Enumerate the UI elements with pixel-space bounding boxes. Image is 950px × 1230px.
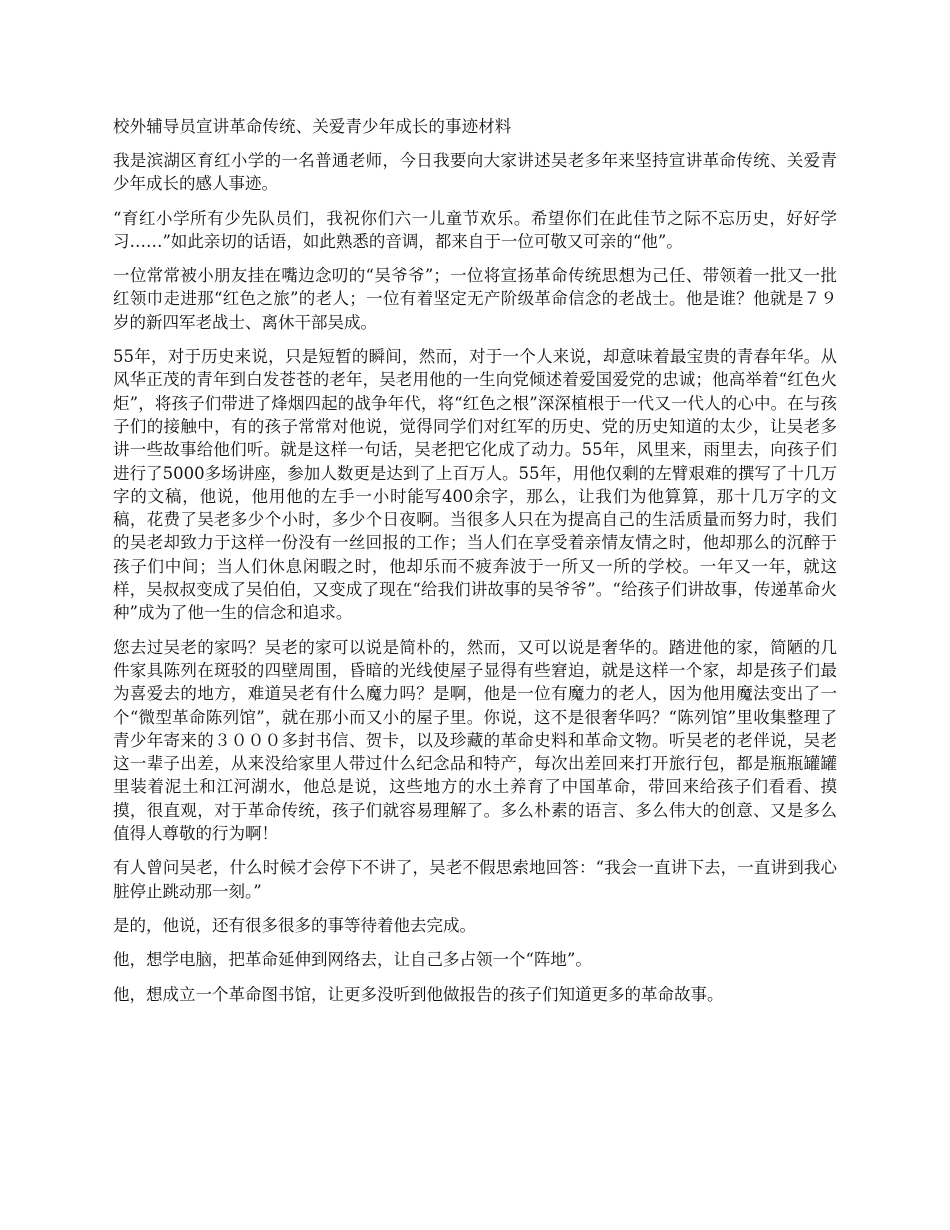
paragraph-greeting-quote: “育红小学所有少先队员们，我祝你们六一儿童节欢乐。希望你们在此佳节之际不忘历史，好好学习……”如此亲切的话语，如此熟悉的音调，都来自于一位可敬又可亲的“他”。	[113, 208, 837, 251]
paragraph-55-years: 55年，对于历史来说，只是短暂的瞬间，然而，对于一个人来说，却意味着最宝贵的青春年华。从风华正茂的青年到白发苍苍的老年，吴老用他的一生向党倾述着爱国爱党的忠诚；他高举着“红色火炬”，将孩子们带进了烽烟四起的战争年代，将“红色之根”深深植根于一代又一代人的心中。在与孩子们的接触中，有的孩子常常对他说，觉得同学们对红军的历史、党的历史知道的太少，让吴老多讲一些故事给他们听。就是这样一句话，吴老把它化成了动力。55年，风里来，雨里去，向孩子们进行了5000多场讲座，参加人数更是达到了上百万人。55年，用他仅剩的左臂艰难的撰写了十几万字的文稿，他说，他用他的左手一小时能写400余字，那么，让我们为他算算，那十几万字的文稿，花费了吴老多少个小时，多少个日夜啊。当很多人只在为提高自己的生活质量而努力时，我们的吴老却致力于这样一份没有一丝回报的工作；当人们在享受着亲情友情之时，他却那么的沉醉于孩子们中间；当人们休息闲暇之时，他却乐而不疲奔波于一所又一所的学校。一年又一年，就这样，吴叔叔变成了吴伯伯，又变成了现在“给我们讲故事的吴爷爷”。“给孩子们讲故事，传递革命火种”成为了他一生的信念和追求。	[113, 347, 837, 623]
document-page	[113, 116, 837, 1017]
paragraph-learn-computer: 他，想学电脑，把革命延伸到网络去，让自己多占领一个“阵地”。	[113, 950, 592, 970]
paragraph-when-stop: 有人曾问吴老，什么时候才会停下不讲了，吴老不假思索地回答：“我会一直讲下去，一直讲到我心脏停止跳动那一刻。”	[113, 858, 837, 901]
paragraph-his-home: 您去过吴老的家吗？吴老的家可以说是简朴的，然而，又可以说是奢华的。踏进他的家，简陋的几件家具陈列在斑驳的四壁周围，昏暗的光线使屋子显得有些窘迫，就是这样一个家，却是孩子们最为喜爱去的地方，难道吴老有什么魔力吗？是啊，他是一位有魔力的老人，因为他用魔法变出了一个“微型革命陈列馆”，就在那小而又小的屋子里。你说，这不是很奢华吗？“陈列馆”里收集整理了青少年寄来的３０００多封书信、贺卡，以及珍藏的革命史料和革命文物。听吴老的老伴说，吴老这一辈子出差，从来没给家里人带过什么纪念品和特产，每次出差回来打开旅行包，都是瓶瓶罐罐里装着泥土和江河湖水，他总是说，这些地方的水土养育了中国革命，带回来给孩子们看看、摸摸，很直观，对于革命传统，孩子们就容易理解了。多么朴素的语言、多么伟大的创意、又是多么值得人尊敬的行为啊！	[113, 637, 837, 844]
paragraph-more-to-do: 是的，他说，还有很多很多的事等待着他去完成。	[113, 915, 476, 935]
paragraph-intro: 我是滨湖区育红小学的一名普通老师，今日我要向大家讲述吴老多年来坚持宣讲革命传统、关爱青少年成长的感人事迹。	[113, 151, 837, 194]
paragraph-library: 他，想成立一个革命图书馆，让更多没听到他做报告的孩子们知道更多的革命故事。	[113, 984, 724, 1004]
paragraph-who-is-he: 一位常常被小朋友挂在嘴边念叨的“吴爷爷”；一位将宣扬革命传统思想为己任、带领着一批又一批红领巾走进那“红色之旅”的老人；一位有着坚定无产阶级革命信念的老战士。他是谁？他就是７９岁的新四军老战士、离休干部吴成。	[113, 266, 837, 332]
document-title: 校外辅导员宣讲革命传统、关爱青少年成长的事迹材料	[113, 117, 512, 136]
